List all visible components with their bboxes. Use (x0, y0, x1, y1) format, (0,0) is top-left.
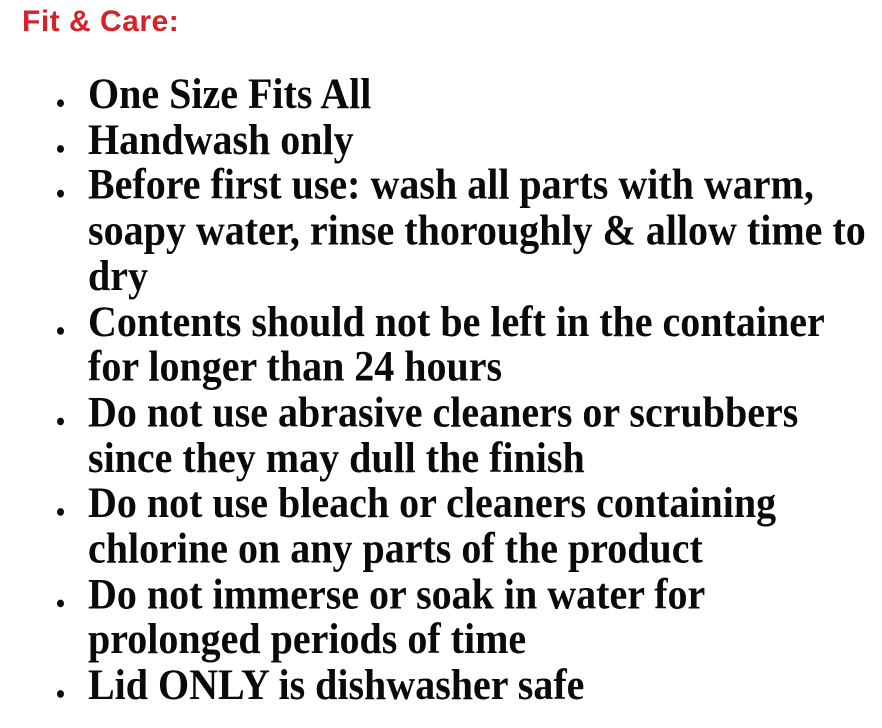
list-item (88, 389, 875, 480)
list-item-text: Lid ONLY is dishwasher safe (88, 659, 585, 709)
section-title: Fit & Care: (22, 5, 180, 38)
list-item-text: Do not use abrasive cleaners or scrubbers since they may dull the finish (88, 387, 799, 482)
list-item-text: Do not immerse or soak in water for prolonged periods of time (88, 568, 705, 664)
bullet-dot-icon (57, 418, 64, 426)
list-item (88, 159, 875, 300)
list-item (88, 298, 875, 389)
list-item (88, 659, 875, 709)
list-item-text: One Size Fits All (88, 68, 372, 118)
bullet-dot-icon (57, 327, 64, 335)
bullet-dot-icon (57, 690, 64, 698)
list-item-text: Handwash only (88, 114, 354, 164)
list-item (88, 568, 875, 664)
bullet-dot-icon (57, 599, 64, 607)
bullet-dot-icon (57, 145, 64, 153)
list-item (88, 114, 875, 164)
care-list (88, 68, 875, 709)
list-item (88, 477, 875, 573)
list-item-text: Before first use: wash all parts with warm, soapy water, rinse thoroughly & allow time to dry (88, 159, 866, 300)
care-list-wrap (88, 68, 875, 709)
list-item (88, 68, 875, 118)
list-item-text: Contents should not be left in the container for longer than 24 hours (88, 296, 824, 391)
bullet-dot-icon (57, 190, 64, 198)
bullet-dot-icon (57, 508, 64, 516)
bullet-dot-icon (57, 99, 64, 107)
list-item-text: Do not use bleach or cleaners containing chlorine on any parts of the product (88, 477, 777, 573)
